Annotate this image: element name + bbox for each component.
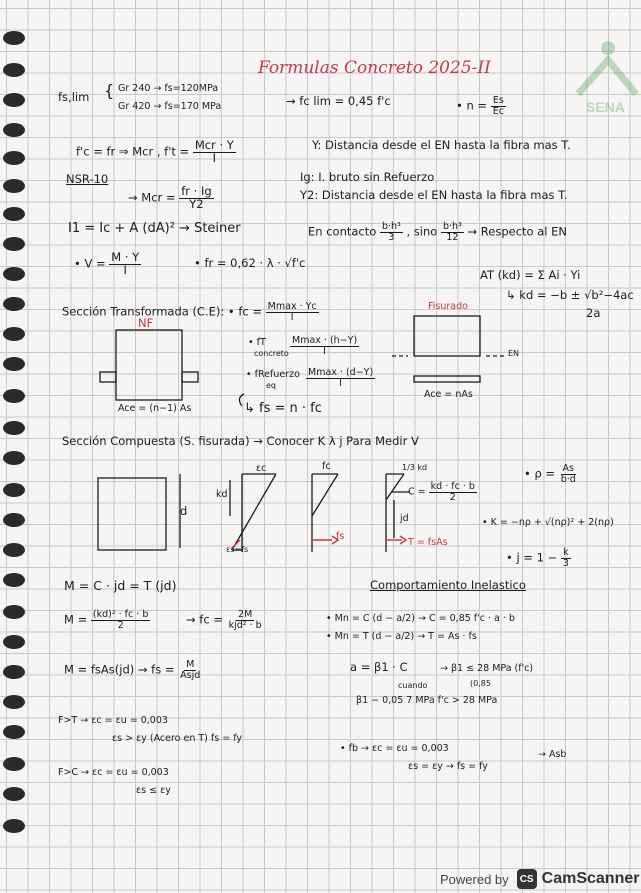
c-label: C = <box>408 486 426 498</box>
fc-num: Mmax · Yc <box>267 301 317 312</box>
mcr-den: Y2 <box>189 196 204 211</box>
ig-definition: Ig: I. bruto sin Refuerzo <box>300 170 435 184</box>
camscanner-logo-icon: CS <box>517 869 537 889</box>
mcr-num: fr · Ig <box>181 184 212 198</box>
j-den: 3 <box>562 557 569 569</box>
asb-label: → Asb <box>538 749 567 760</box>
fsm-num: M <box>186 659 195 670</box>
a-eq: a = β1 · C <box>350 660 408 674</box>
v-den: I <box>123 262 127 277</box>
m-kd-den: 2 <box>117 619 124 631</box>
rho-label: • ρ = <box>524 466 556 481</box>
akd-eq: AT (kd) = Σ Ai · Yi <box>480 268 581 282</box>
beta-sub-eq: β1 − 0,05 7 MPa f'c > 28 MPa <box>356 695 498 706</box>
cracked-rect <box>414 316 480 356</box>
f-gt-t-eq: F>T → εc = εu = 0,003 <box>58 715 168 726</box>
fc-2m-label: → fc = <box>186 612 223 627</box>
page-title: Formulas Concreto 2025-II <box>258 58 491 78</box>
m-kd-num: (kd)² · fc · b <box>92 609 149 620</box>
composite-rect <box>98 478 166 550</box>
cuando-label: cuando <box>398 681 428 690</box>
gr420-line: Gr 420 → fs=170 MPa <box>118 101 222 112</box>
bh3-12-num: b·h³ <box>442 221 462 232</box>
m-kd-label: M = <box>64 612 88 627</box>
fc-label: fc <box>322 461 331 472</box>
ft-num: Mcr · Y <box>194 138 234 152</box>
camscanner-brand: CamScanner <box>541 870 640 887</box>
kd-label: kd <box>216 489 228 500</box>
v-label: • V = <box>74 256 106 271</box>
c-num: kd · fc · b <box>430 481 475 492</box>
kd-eq: ↳ kd = −b ± √b²−4ac <box>506 288 634 302</box>
nf-label: NF <box>138 316 154 330</box>
brace: { <box>104 81 115 100</box>
transformed-rect <box>116 330 182 400</box>
fb-eq-2: εs = εy → fs = fy <box>408 761 488 772</box>
fb-eq: • fb → εc = εu = 0,003 <box>340 743 449 754</box>
sino-label: , sino <box>406 224 438 239</box>
j-label: • j = 1 − <box>506 550 558 565</box>
bh3-12-den: 12 <box>446 231 459 243</box>
es-le-ey: εs ≤ εy <box>136 785 171 796</box>
jd-label: jd <box>400 513 409 524</box>
k-eq: • K = −nρ + √(nρ)² + 2(nρ) <box>482 517 614 528</box>
ft-concreto-label: • fT <box>248 337 266 348</box>
y2-definition: Y2: Distancia desde el EN hasta la fibra mas T. <box>300 188 568 202</box>
transformed-label: Sección Transformada (C.E): • fc = <box>62 304 263 319</box>
beta-085: (0,85 <box>470 679 491 688</box>
frc-den: I <box>323 345 326 357</box>
c-den: 2 <box>449 491 456 503</box>
d-label: d <box>180 504 188 518</box>
steiner-eq: I1 = Ic + A (dA)² → Steiner <box>68 221 241 236</box>
ft-den: I <box>212 150 216 165</box>
v-num: M · Y <box>111 250 140 264</box>
frefuerzo-label: • fRefuerzo <box>246 369 300 380</box>
third-kd-label: 1/3 kd <box>402 463 428 472</box>
fsm-den: Asjd <box>180 669 201 681</box>
respecto-label: → Respecto al EN <box>467 224 568 239</box>
fref-den: I <box>339 377 342 389</box>
mn-t-eq: • Mn = T (d − a/2) → T = As · fs <box>326 631 477 642</box>
en-label: EN <box>508 349 520 358</box>
m-fsas-label: M = fsAs(jd) → fs = <box>64 662 175 677</box>
fc-2m-num: 2M <box>238 609 253 620</box>
bh3-3-den: 3 <box>388 231 395 243</box>
mn-c-eq: • Mn = C (d − a/2) → C = 0,85 f'c · a · b <box>326 613 515 624</box>
fref-num: Mmax · (d−Y) <box>308 367 374 378</box>
j-num: k <box>563 547 569 558</box>
powered-by-text: Powered by <box>440 871 509 887</box>
ace-label: Ace = (n−1) As <box>118 403 192 414</box>
frc-num: Mmax · (h−Y) <box>292 335 358 346</box>
rho-den: b·d <box>560 473 576 485</box>
fc-lim-line: → fc lim = 0,45 f'c <box>286 94 391 108</box>
ace-fisurado: Ace = nAs <box>424 389 473 400</box>
fc-2m-den: kjd² · b <box>228 619 262 631</box>
gr240-line: Gr 240 → fs=120MPa <box>118 83 219 94</box>
fs-label: fs <box>336 531 345 542</box>
es-gt-ey: εs > εy (Acero en T) fs = fy <box>112 733 243 744</box>
kd-den: 2a <box>586 306 601 320</box>
fs-lim-label: fs,lim <box>58 90 90 104</box>
camscanner-footer <box>440 868 639 890</box>
contacto-label: En contacto <box>308 224 377 239</box>
n-ratio-label: • n = <box>456 98 488 113</box>
composite-section: Sección Compuesta (S. fisurada) → Conocer K λ j Para Medir V <box>62 434 419 448</box>
bh3-3-num: b·h³ <box>381 221 401 232</box>
inelastic-behavior: Comportamiento Inelastico <box>370 578 526 592</box>
eq-sub: eq <box>266 381 276 390</box>
sena-logo-text: SENA <box>586 99 625 115</box>
nsr-10-label: NSR-10 <box>66 172 109 186</box>
concreto-sub: concreto <box>254 349 289 358</box>
rho-num: As <box>562 463 574 474</box>
fc-den: I <box>290 311 294 323</box>
fr-eq: • fr = 0,62 · λ · √f'c <box>194 256 306 270</box>
fisurado-label: Fisurado <box>428 301 468 312</box>
n-den: Ec <box>492 105 504 117</box>
f-gt-c-eq: F>C → εc = εu = 0,003 <box>58 767 169 778</box>
mcr-label: → Mcr = <box>128 190 180 205</box>
fs-n-fc: ↳ fs = n · fc <box>244 401 322 416</box>
fr-mcr-label: f'c = fr ⇒ Mcr , f't = <box>76 144 190 159</box>
eps-c-label: εc <box>256 463 267 474</box>
y-definition: Y: Distancia desde el EN hasta la fibra mas T. <box>312 138 571 152</box>
tension-force: T = fsAs <box>408 537 448 548</box>
beta-le-eq: → β1 ≤ 28 MPa (f'c) <box>440 663 534 674</box>
n-num: Es <box>492 95 504 106</box>
m-cjd-eq: M = C · jd = T (jd) <box>64 578 177 593</box>
es-fs-label: εs=fs <box>226 545 249 554</box>
